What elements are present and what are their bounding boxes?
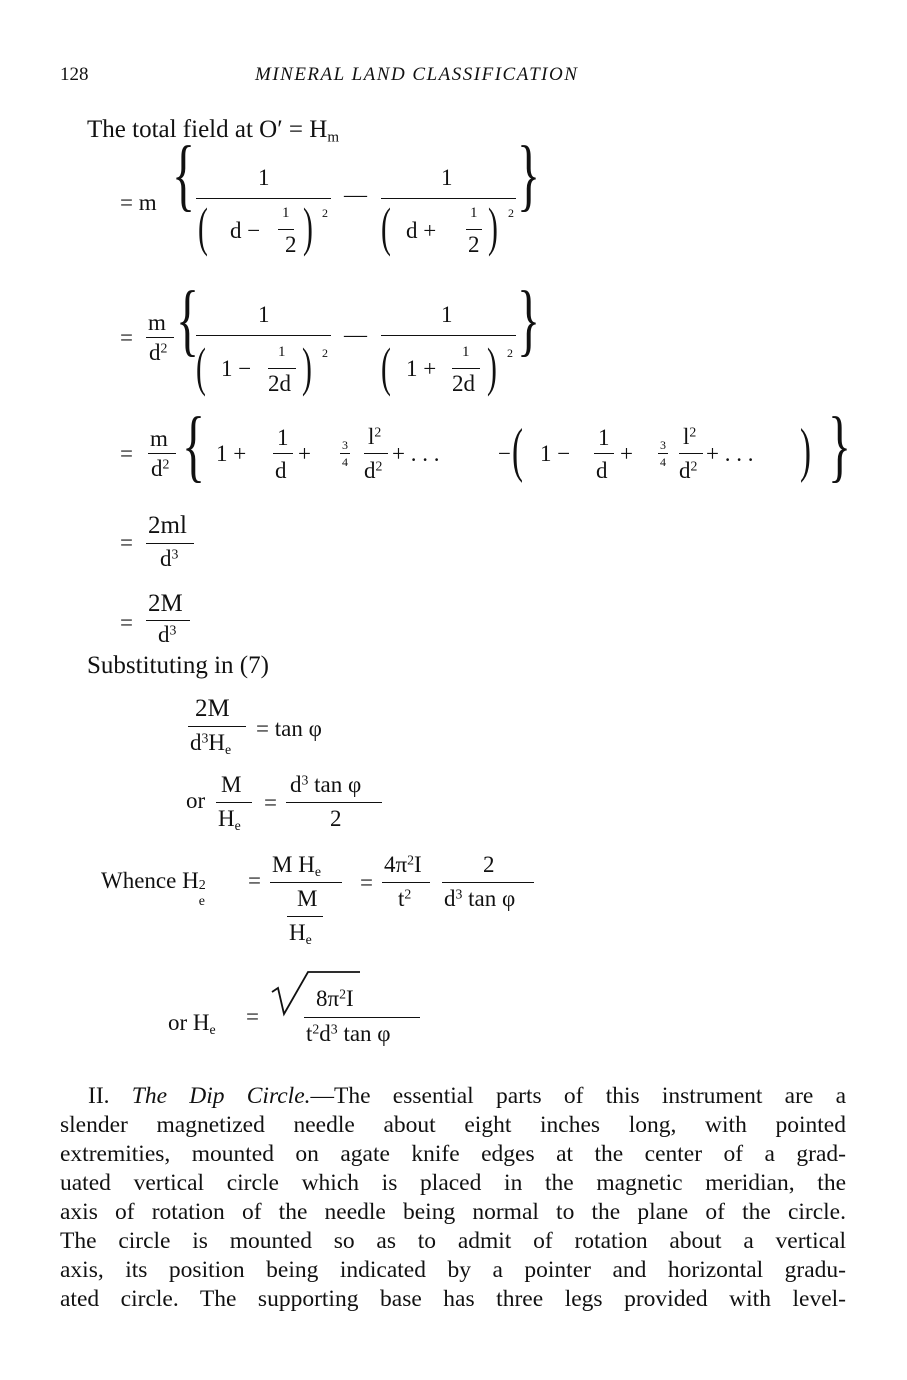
right-brace-icon: } bbox=[517, 131, 541, 219]
body-paragraph bbox=[60, 1082, 846, 1314]
running-title: MINERAL LAND CLASSIFICATION bbox=[255, 64, 579, 85]
derivation-intro: The total field at $O' = H_m$ bbox=[87, 116, 340, 146]
paragraph-line: slender magnetized needle about eight inches long, with pointed bbox=[60, 1112, 846, 1138]
left-brace-icon: { bbox=[172, 131, 196, 219]
paragraph-line: axis, its position being indicated by a pointer and horizontal gradu- bbox=[60, 1257, 846, 1283]
paragraph-line: The circle is mounted so as to admit of rotation about a vertical bbox=[60, 1228, 846, 1254]
paragraph-line: axis of rotation of the needle being normal to the plane of the circle. bbox=[60, 1199, 846, 1225]
paragraph-line: ated circle. The supporting base has three legs provided with level- bbox=[60, 1286, 846, 1312]
paragraph-line: extremities, mounted on agate knife edges at the center of a grad- bbox=[60, 1141, 846, 1167]
substituting-label: Substituting in (7) bbox=[87, 652, 269, 679]
paragraph-line: II. The Dip Circle.—The essential parts of this instrument are a bbox=[88, 1083, 846, 1109]
page-number: 128 bbox=[60, 64, 89, 85]
paragraph-line: uated vertical circle which is placed in the magnetic meridian, the bbox=[60, 1170, 846, 1196]
